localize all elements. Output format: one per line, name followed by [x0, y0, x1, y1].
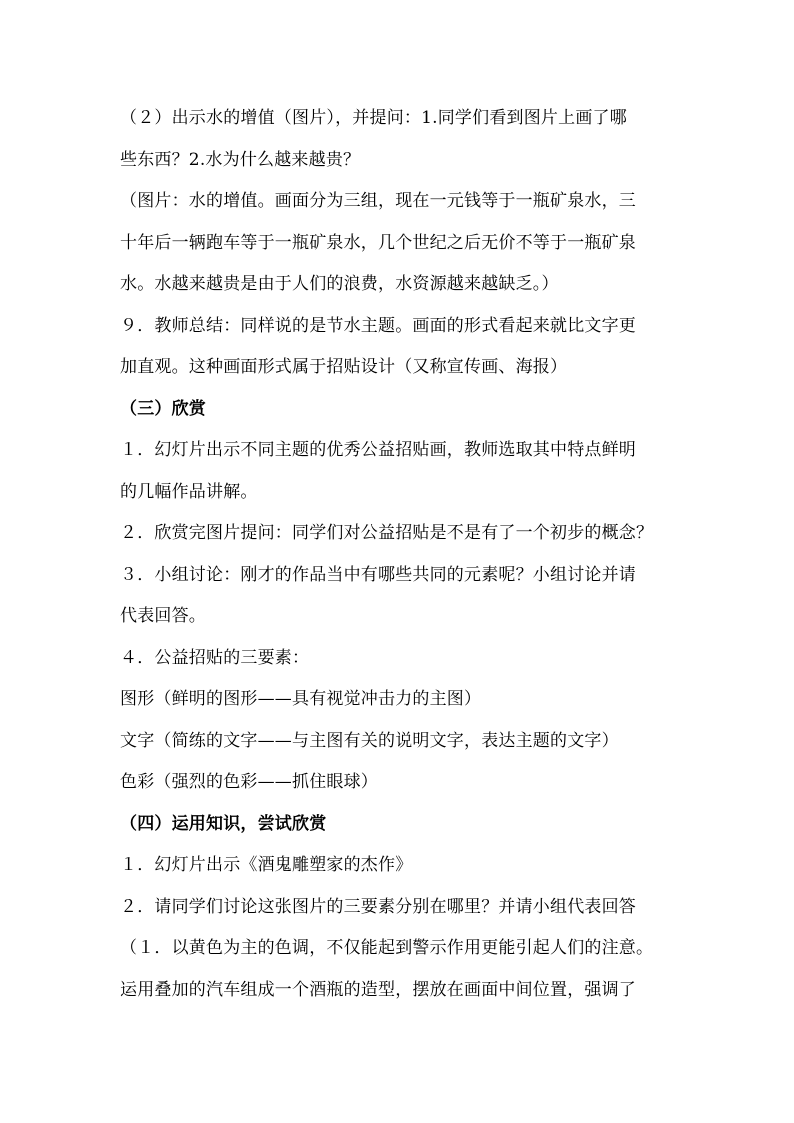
- text-line: ４．公益招贴的三要素：: [120, 647, 310, 668]
- text-line: 文字（简练的文字——与主图有关的说明文字，表达主题的文字）: [120, 730, 619, 751]
- text-line: 代表回答。: [120, 606, 206, 626]
- text-line: ２．请同学们讨论这张图片的三要素分别在哪里？并请小组代表回答: [120, 896, 636, 917]
- text-line: （２）出示水的增值（图片），并提问：1.同学们看到图片上画了哪: [120, 108, 627, 128]
- text-line: １．幻灯片出示不同主题的优秀公益招贴画，教师选取其中特点鲜明: [120, 440, 636, 460]
- text-line: 运用叠加的汽车组成一个酒瓶的造型，摆放在画面中间位置，强调了: [120, 979, 636, 1000]
- text-line: 加直观。这种画面形式属于招贴设计（又称宣传画、海报）: [120, 357, 568, 377]
- text-line: （图片：水的增值。画面分为三组，现在一元钱等于一瓶矿泉水，三: [120, 191, 636, 211]
- text-line: 色彩（强烈的色彩——抓住眼球）: [120, 772, 378, 792]
- text-line: ２．欣赏完图片提问：同学们对公益招贴是不是有了一个初步的概念？: [120, 523, 654, 543]
- text-line: ９．教师总结：同样说的是节水主题。画面的形式看起来就比文字更: [120, 315, 636, 336]
- text-line: １．幻灯片出示《酒鬼雕塑家的杰作》: [120, 855, 413, 875]
- document-body: [120, 98, 700, 1011]
- text-line: 水。水越来越贵是由于人们的浪费，水资源越来越缺乏。）: [120, 274, 559, 294]
- text-line: 的几幅作品讲解。: [120, 481, 258, 502]
- section-heading: （三）欣赏: [120, 398, 206, 419]
- text-line: 图形（鲜明的图形——具有视觉冲击力的主图）: [120, 689, 482, 709]
- text-line: 十年后一辆跑车等于一瓶矿泉水，几个世纪之后无价不等于一瓶矿泉: [120, 232, 636, 253]
- text-line: ３．小组讨论：刚才的作品当中有哪些共同的元素呢？小组讨论并请: [120, 564, 636, 585]
- text-line: 些东西？2.水为什么越来越贵？: [120, 149, 361, 170]
- section-heading: （四）运用知识，尝试欣赏: [120, 813, 327, 834]
- text-line: （１．以黄色为主的色调，不仅能起到警示作用更能引起人们的注意。: [120, 938, 654, 958]
